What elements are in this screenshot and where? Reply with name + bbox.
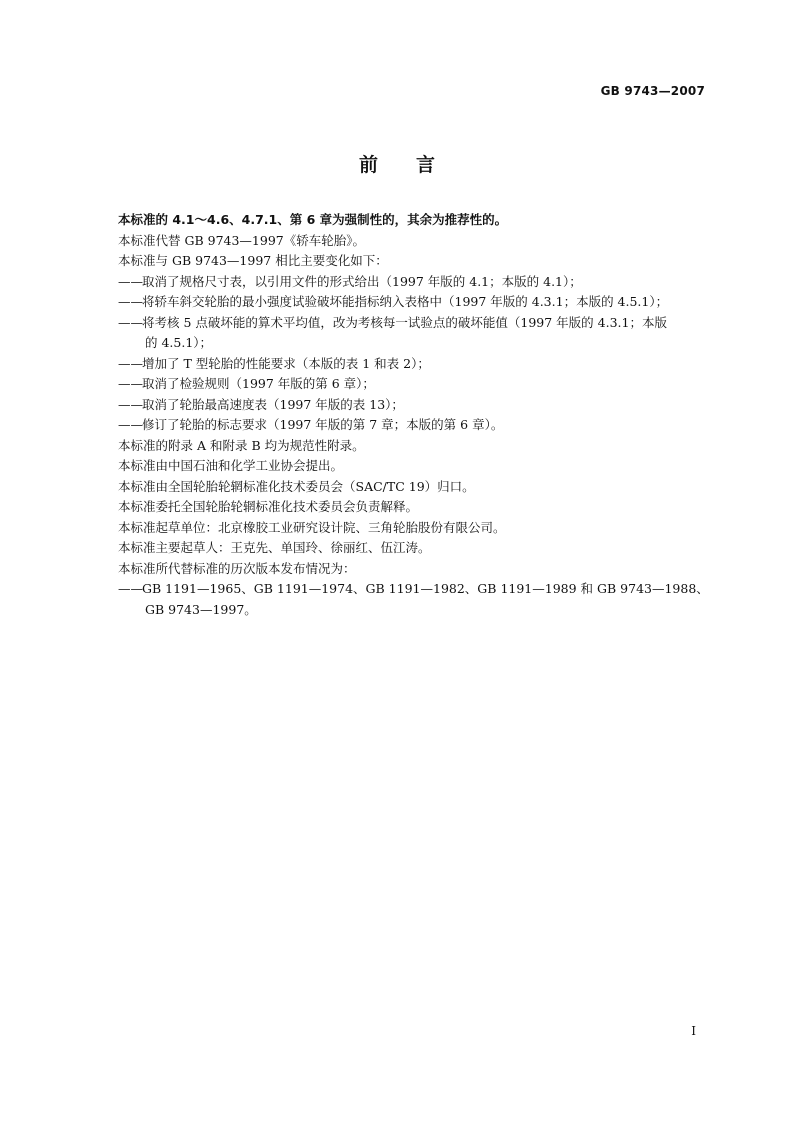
change-text: 取消了轮胎最高速度表（1997 年版的表 13）； xyxy=(142,396,404,412)
dash-mark: —— xyxy=(118,396,143,412)
history-item-continuation: GB 9743—1997。 xyxy=(145,601,257,617)
dash-mark: —— xyxy=(118,417,143,432)
standard-code: GB 9743—2007 xyxy=(600,84,705,98)
page-title: 前言 xyxy=(358,154,473,176)
foreword-paragraph: 本标准的附录 A 和附录 B 均为规范性附录。 xyxy=(118,437,365,453)
dash-mark: —— xyxy=(118,376,143,391)
history-text: GB 1191—1965、GB 1191—1974、GB 1191—1982、GB 1191—1989 和 GB 9743—1988、 xyxy=(142,581,709,596)
change-item xyxy=(118,272,718,293)
foreword-paragraph: 本标准由全国轮胎轮辋标准化技术委员会（SAC/TC 19）归口。 xyxy=(118,478,475,494)
foreword-paragraph: 本标准的 4.1～4.6、4.7.1、第 6 章为强制性的，其余为推荐性的。 xyxy=(118,212,508,227)
change-item xyxy=(118,395,718,416)
change-item xyxy=(118,354,718,375)
change-text: 修订了轮胎的标志要求（1997 年版的第 7 章；本版的第 6 章）。 xyxy=(142,417,504,432)
page-folio: I xyxy=(691,1024,696,1038)
foreword-paragraph: 本标准代替 GB 9743—1997《轿车轮胎》。 xyxy=(118,232,365,248)
change-text: 取消了检验规则（1997 年版的第 6 章）； xyxy=(142,376,375,391)
change-text: 将轿车斜交轮胎的最小强度试验破坏能指标纳入表格中（1997 年版的 4.3.1；本版的 4.5.1）； xyxy=(142,294,669,309)
dash-mark: —— xyxy=(118,581,143,596)
dash-mark: —— xyxy=(118,355,143,371)
change-item xyxy=(118,292,718,313)
foreword-paragraph: 本标准所代替标准的历次版本发布情况为： xyxy=(118,560,356,576)
foreword-paragraph: 本标准委托全国轮胎轮辋标准化技术委员会负责解释。 xyxy=(118,499,419,514)
history-item xyxy=(118,579,718,600)
change-item xyxy=(118,415,718,436)
dash-mark: —— xyxy=(118,314,143,330)
dash-mark: —— xyxy=(118,273,143,289)
foreword-paragraph: 本标准主要起草人：王克先、单国玲、徐丽红、伍江涛。 xyxy=(118,540,431,555)
change-item-continuation: 的 4.5.1）； xyxy=(145,335,213,350)
change-text: 增加了 T 型轮胎的性能要求（本版的表 1 和表 2）； xyxy=(142,355,430,371)
foreword-paragraph: 本标准由中国石油和化学工业协会提出。 xyxy=(118,458,344,473)
dash-mark: —— xyxy=(118,294,143,309)
foreword-paragraph: 本标准起草单位：北京橡胶工业研究设计院、三角轮胎股份有限公司。 xyxy=(118,519,506,535)
change-item xyxy=(118,313,718,334)
change-item xyxy=(118,374,718,395)
foreword-body xyxy=(118,210,718,620)
change-text: 将考核 5 点破坏能的算术平均值，改为考核每一试验点的破坏能值（1997 年版的 4.3.1；本版 xyxy=(142,314,667,330)
foreword-paragraph: 本标准与 GB 9743—1997 相比主要变化如下： xyxy=(118,253,388,268)
change-text: 取消了规格尺寸表，以引用文件的形式给出（1997 年版的 4.1；本版的 4.1）； xyxy=(142,273,582,289)
